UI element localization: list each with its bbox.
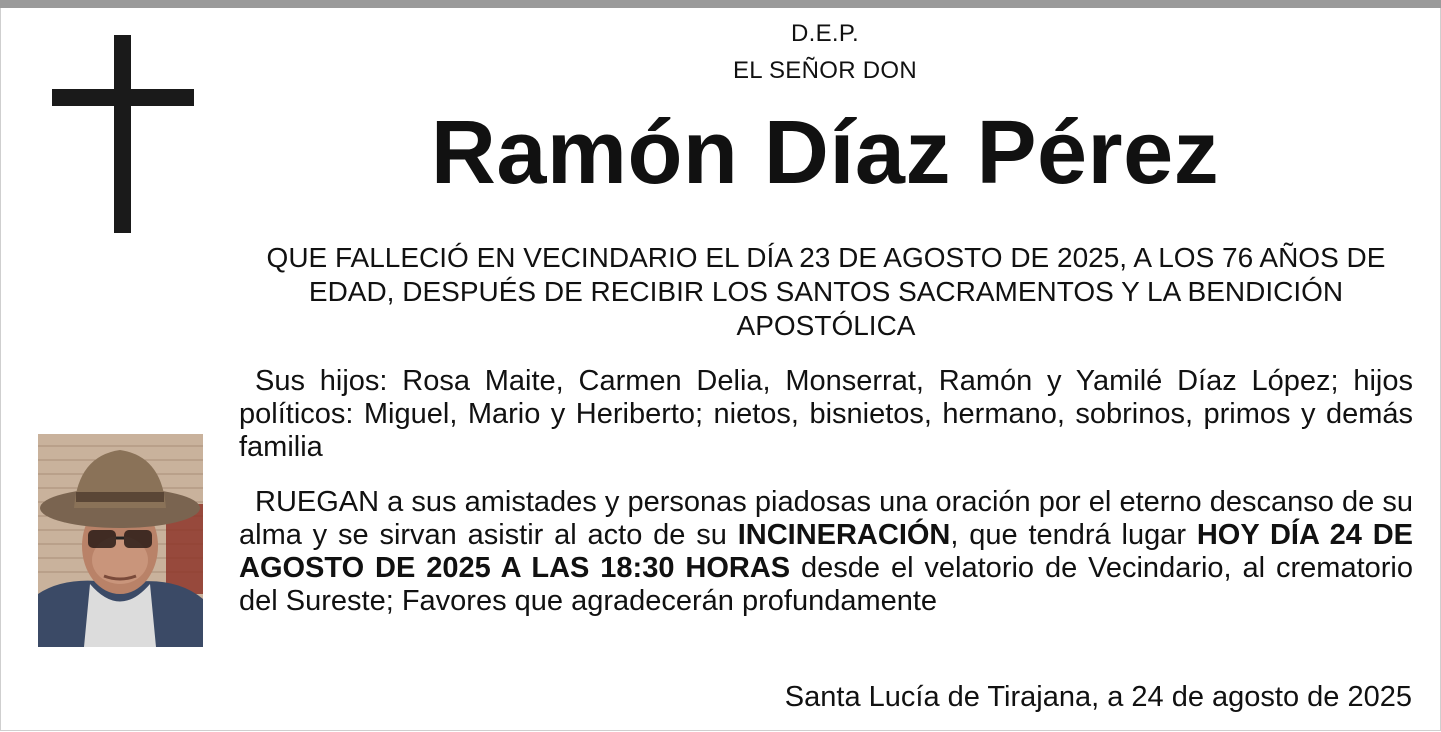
death-announcement: QUE FALLECIÓ EN VECINDARIO EL DÍA 23 DE AGOSTO DE 2025, A LOS 76 AÑOS DE EDAD, DESPUÉS DE RECIBIR LOS SANTOS SACRAMENTOS Y LA BENDICIÓN APOSTÓLICA <box>266 242 1386 341</box>
top-border-bar <box>0 0 1441 8</box>
latin-cross-icon <box>52 35 194 233</box>
ceremony-paragraph <box>239 486 1413 618</box>
honorific-heading: EL SEÑOR DON <box>732 57 918 84</box>
request-text-3: desde el velatorio de Vecindario, al crematorio del Sureste; Favores que agradecerán profundamente <box>239 552 1413 617</box>
request-text-1: RUEGAN a sus amistades y personas piadosas una oración por el eterno descanso de su alma y se sirvan asistir al acto de su <box>239 486 1413 551</box>
family-text: Sus hijos: Rosa Maite, Carmen Delia, Monserrat, Ramón y Yamilé Díaz López; hijos políticos: Miguel, Mario y Heriberto; nietos, bisnietos, hermano, sobrinos, primos y demás familia <box>239 365 1413 463</box>
deceased-portrait-photo <box>38 434 203 647</box>
request-text-2: , que tendrá lugar <box>950 519 1197 551</box>
place-date-signoff: Santa Lucía de Tirajana, a 24 de agosto de 2025 <box>784 681 1412 713</box>
family-paragraph <box>239 365 1413 464</box>
ceremony-datetime: HOY DÍA 24 DE AGOSTO DE 2025 A LAS 18:30 HORAS <box>239 519 1413 584</box>
ceremony-type: INCINERACIÓN <box>737 519 951 551</box>
deceased-name: Ramón Díaz Pérez <box>430 103 1220 203</box>
dep-heading: D.E.P. <box>790 20 860 47</box>
